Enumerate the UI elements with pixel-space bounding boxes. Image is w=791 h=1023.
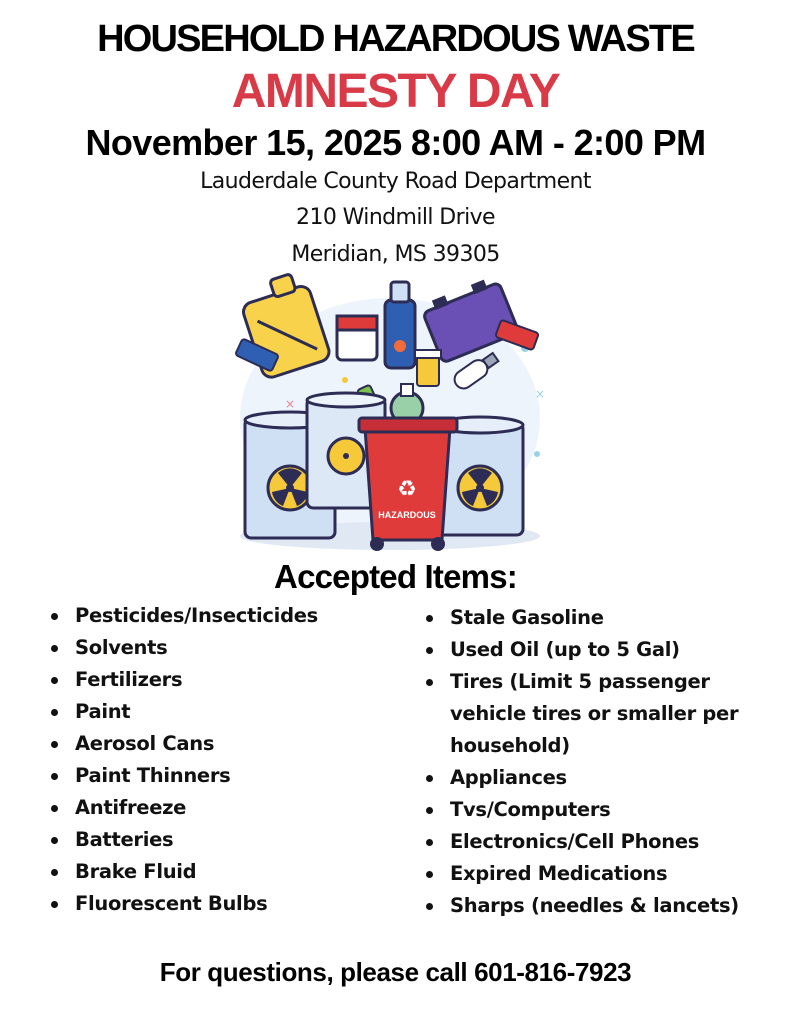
list-item: Expired Medications (426, 858, 771, 890)
list-item: Aerosol Cans (51, 728, 401, 760)
title-line-1: HOUSEHOLD HAZARDOUS WASTE (97, 18, 694, 60)
list-item: Batteries (51, 824, 401, 856)
paint-can-icon (337, 316, 377, 360)
list-item: Solvents (51, 632, 401, 664)
list-item: Fluorescent Bulbs (51, 888, 401, 920)
title-amnesty-day: AMNESTY DAY (231, 65, 560, 118)
medicine-bottle-icon (415, 350, 441, 386)
list-item: Used Oil (up to 5 Gal) (426, 634, 771, 666)
list-item: Electronics/Cell Phones (426, 826, 771, 858)
list-item: Tvs/Computers (426, 794, 771, 826)
list-item: Paint (51, 696, 401, 728)
address-city: Meridian, MS 39305 (291, 242, 500, 267)
jerrycan-icon (236, 270, 331, 380)
list-item: Pesticides/Insecticides (51, 600, 401, 632)
spray-can-icon (385, 282, 415, 368)
accepted-items-heading: Accepted Items: (274, 558, 517, 595)
address-street: 210 Windmill Drive (296, 205, 495, 230)
bin-label: HAZARDOUS (378, 510, 436, 520)
list-item: Brake Fluid (51, 856, 401, 888)
accepted-items-right-list (426, 602, 771, 922)
list-item: Appliances (426, 762, 771, 794)
list-item: Sharps (needles & lancets) (426, 890, 771, 922)
address-name: Lauderdale County Road Department (200, 169, 591, 194)
list-item: Tires (Limit 5 passenger vehicle tires or smaller per household) (426, 666, 771, 762)
hazardous-bin-icon (359, 418, 457, 551)
svg-text:×: × (535, 387, 546, 401)
list-item: Antifreeze (51, 792, 401, 824)
list-item: Paint Thinners (51, 760, 401, 792)
contact-phone-footer: For questions, please call 601-816-7923 (159, 957, 632, 987)
accepted-items-left-list (51, 600, 401, 920)
recycle-icon: ♻ (397, 477, 417, 502)
svg-text:×: × (285, 397, 296, 411)
hazardous-waste-illustration (225, 268, 555, 560)
list-item: Fertilizers (51, 664, 401, 696)
event-datetime: November 15, 2025 8:00 AM - 2:00 PM (85, 122, 706, 163)
list-item: Stale Gasoline (426, 602, 771, 634)
